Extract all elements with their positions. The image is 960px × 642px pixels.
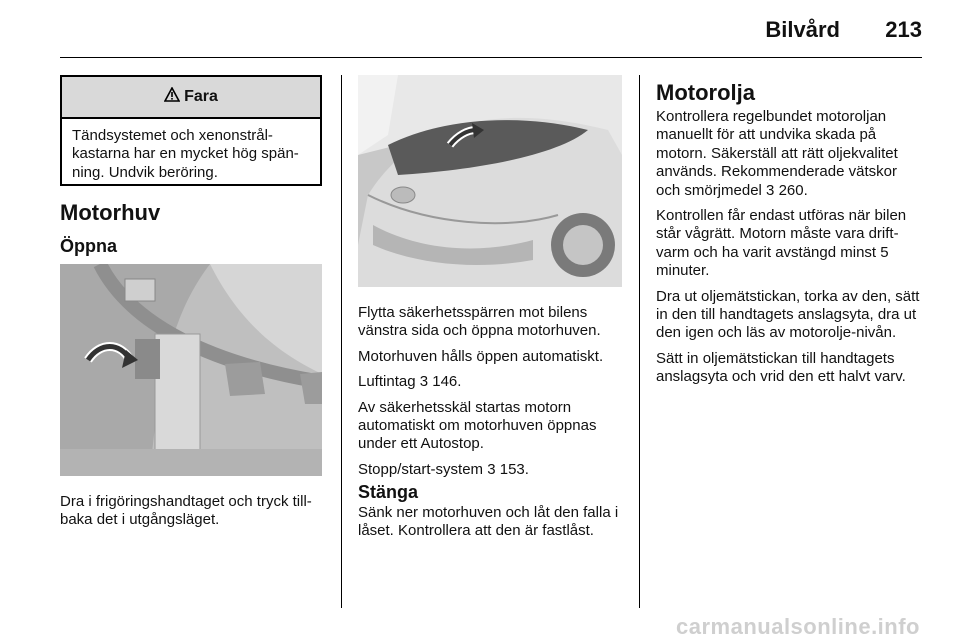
middle-column-text [358,304,628,486]
running-header-title: Bilvård [765,17,840,42]
fluids-ref: 260. [778,181,808,199]
warning-triangle-icon [164,87,180,107]
section-heading-motorhuv: Motorhuv [60,200,161,225]
hood-release-handle-illustration [60,264,322,476]
page-reference-icon: 3 [766,181,775,199]
right-column-text [656,108,922,394]
subheading-stanga: Stänga [358,482,419,502]
warning-title: Fara [184,88,218,105]
subheading-oppna: Öppna [60,236,117,256]
paragraph-check-oil [656,108,922,200]
check-oil-text: Kontrollera regelbundet motoroljan manuellt för att undvika skada på motorn. Säkerställ att rätt oljekvalitet används. Rekommenderade vätskor och smörjmedel [656,108,898,199]
section-heading-motorolja: Motorolja [656,80,755,105]
paragraph-level-ground: Kontrollen får endast utföras när bilen står vågrätt. Motorn måste vara drift-varm och ha varit avstängd minst 5 minuter. [656,207,907,280]
header-rule [60,57,922,58]
watermark: carmanualsonline.info [676,614,920,639]
car-hood-illustration [358,75,622,287]
caption-release-handle: Dra i frigöringshandtaget och tryck till-baka det i utgångsläget. [60,493,312,529]
paragraph-close-hood: Sänk ner motorhuven och låt den falla i låset. Kontrollera att den är fastlåst. [358,504,619,540]
paragraph-autostop: Av säkerhetsskäl startas motorn automatiskt om motorhuven öppnas under ett Autostop. [358,398,597,453]
page-reference-icon: 3 [419,373,429,391]
air-intake-label: Luftintag [358,373,416,391]
paragraph-dipstick-read: Dra ut oljemätstickan, torka av den, sätt in den till handtagets anslagsyta, dra ut den igen och läs av motorolje-nivån. [656,287,920,342]
column-divider-right [639,75,640,608]
paragraph-air-intake [358,373,628,391]
warning-header [62,77,320,119]
warning-text: Tändsystemet och xenonstrål-kastarna har en mycket hög spän-ning. Undvik beröring. [72,127,299,181]
air-intake-ref: 146. [432,373,462,391]
paragraph-stop-start [358,461,628,479]
paragraph-hood-stays-open: Motorhuven hålls öppen automatiskt. [358,347,604,365]
stop-start-ref: 153. [499,460,529,478]
paragraph-move-latch: Flytta säkerhetsspärren mot bilens vänstra sida och öppna motorhuven. [358,304,601,340]
danger-warning-box [60,75,322,186]
column-divider-left [341,75,342,608]
stop-start-label: Stopp/start-system [358,460,484,478]
paragraph-dipstick-insert: Sätt in oljemätstickan till handtagets anslagsyta och vrid den ett halvt varv. [656,349,906,386]
page-number: 213 [885,17,922,42]
page-reference-icon: 3 [487,460,496,478]
